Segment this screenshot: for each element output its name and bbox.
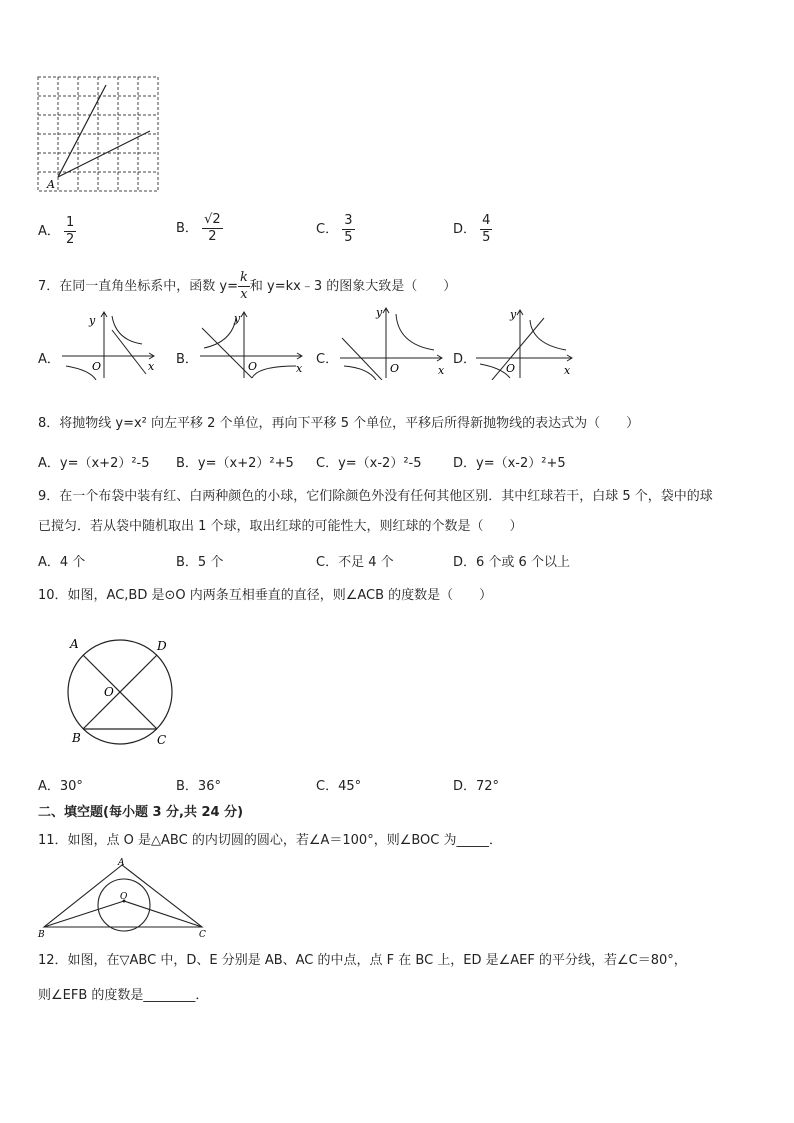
q7-graph-b [198,308,308,380]
option-fraction: $\frac{4}{5}$ [482,213,491,245]
q9-option-d: D．6 个或 6 个以上 [453,555,570,570]
svg-text:y: y [376,306,383,319]
q6-option-d [453,213,492,246]
option-letter: B． [176,221,198,236]
q7-option-b-label: B． [176,352,198,367]
option-fraction: $\frac{√2}{2}$ [204,212,221,244]
q6-grid-figure [36,75,162,193]
k-over-x-fraction: $\frac{k}{x}$ [240,270,248,302]
q7-graph-c [338,304,448,380]
svg-text:x: x [438,364,445,377]
svg-text:O: O [120,892,128,902]
svg-text:O: O [92,360,102,373]
q8-option-a: A．y=（x+2）²-5 [38,456,150,471]
q10-option-a: A．30° [38,779,83,794]
q7-option-c-label: C． [316,352,339,367]
q10-option-b: B．36° [176,779,221,794]
svg-text:D: D [157,639,167,653]
svg-text:y: y [89,314,96,327]
q7-option-d-label: D． [453,352,477,367]
option-fraction: $\frac{3}{5}$ [344,213,353,245]
svg-text:C: C [199,930,206,940]
q12-stem-line1: 12．如图，在▽ABC 中，D、E 分别是 AB、AC 的中点，点 F 在 BC 上，ED 是∠AEF 的平分线，若∠C＝80°， [38,953,687,968]
q6-option-c [316,213,355,246]
q10-option-d: D．72° [453,779,500,794]
svg-text:O: O [104,685,114,699]
svg-text:A: A [118,858,125,868]
svg-text:B: B [38,930,45,940]
q10-stem: 10．如图，AC,BD 是⊙O 内两条互相垂直的直径，则∠ACB 的度数是（ ） [38,588,493,603]
option-letter: A． [38,224,60,239]
q8-stem: 8．将抛物线 y=x² 向左平移 2 个单位，再向下平移 5 个单位，平移后所得新抛物线的表达式为（ ） [38,416,640,431]
q7-graph-a [60,308,160,380]
svg-text:y: y [234,312,241,325]
q6-option-b [176,212,223,245]
option-letter: C． [316,222,339,237]
svg-text:A: A [70,637,79,651]
q11-stem: 11．如图，点 O 是△ABC 的内切圆的圆心，若∠A＝100°，则∠BOC 为_____． [38,833,502,848]
section-title-fill-in: 二、填空题(每小题 3 分,共 24 分) [38,805,244,820]
q7-option-a-label: A． [38,352,60,367]
option-fraction: $\frac{1}{2}$ [66,215,75,247]
q12-stem-line2: 则∠EFB 的度数是________． [38,988,209,1003]
q7-graph-d [474,306,578,380]
option-letter: D． [453,222,477,237]
q8-option-d: D．y=（x-2）²+5 [453,456,566,471]
svg-text:O: O [506,362,516,375]
q8-option-b: B．y=（x+2）²+5 [176,456,294,471]
svg-text:C: C [157,733,167,747]
svg-text:O: O [248,360,258,373]
svg-text:x: x [296,362,303,375]
q9-option-c: C．不足 4 个 [316,555,394,570]
svg-text:x: x [148,360,155,373]
svg-text:y: y [510,308,517,321]
q9-stem-line1: 9．在一个布袋中装有红、白两种颜色的小球，它们除颜色外没有任何其他区别．其中红球若干，白球 5 个，袋中的球 [38,489,713,504]
grid-point-label-a: A [47,178,55,191]
q9-option-a: A．4 个 [38,555,86,570]
q9-option-b: B．5 个 [176,555,224,570]
q8-option-c: C．y=（x-2）²-5 [316,456,422,471]
svg-text:x: x [564,364,571,377]
svg-text:B: B [72,731,81,745]
q9-stem-line2: 已搅匀．若从袋中随机取出 1 个球，取出红球的可能性大，则红球的个数是（ ） [38,519,523,534]
svg-text:O: O [390,362,400,375]
q6-option-a [38,215,76,248]
q10-circle-figure [60,632,180,750]
q11-incircle-figure [36,855,216,941]
q10-option-c: C．45° [316,779,362,794]
q7-stem: 7．在同一直角坐标系中，函数 y= $\frac{k}{x}$ 和 y=kx﹣3 的图象大致是（ ） [38,270,457,302]
